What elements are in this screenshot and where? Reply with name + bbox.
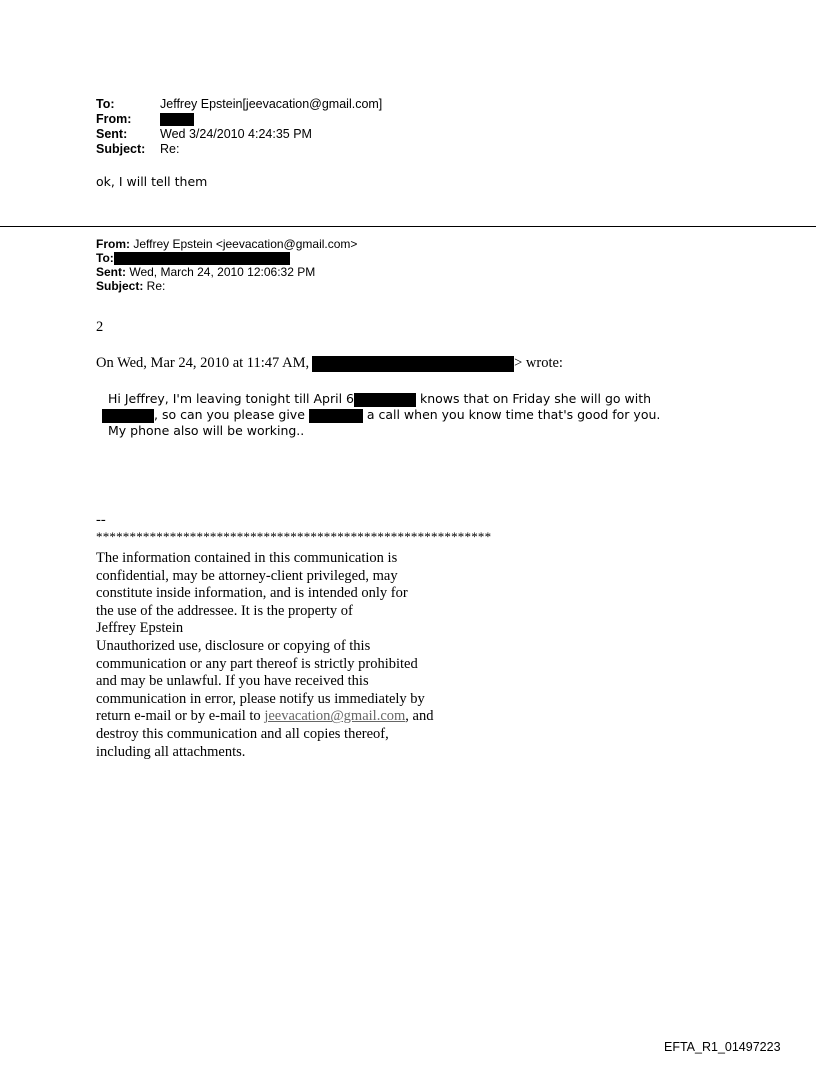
disclaimer-line bbox=[96, 708, 516, 726]
from-label: From: bbox=[96, 112, 132, 126]
quoted-from-label: From: bbox=[96, 237, 130, 251]
disclaimer-line: communication or any part thereof is strictly prohibited bbox=[96, 655, 418, 672]
header-from-row bbox=[96, 112, 194, 127]
header-to-row bbox=[96, 97, 382, 112]
disclaimer-line: the use of the addressee. It is the property of bbox=[96, 602, 353, 619]
quoted-message bbox=[108, 391, 660, 439]
quoted-sent-row bbox=[96, 265, 315, 279]
on-wrote-prefix: On Wed, Mar 24, 2010 at 11:47 AM, bbox=[96, 355, 310, 371]
redaction-block bbox=[160, 113, 194, 126]
quote-line-1 bbox=[108, 391, 660, 407]
reply-body: ok, I will tell them bbox=[96, 174, 208, 189]
quoted-from-row bbox=[96, 237, 357, 251]
quoted-sent-label: Sent: bbox=[96, 265, 126, 279]
sent-value: Wed 3/24/2010 4:24:35 PM bbox=[160, 127, 312, 141]
redaction-block bbox=[114, 252, 290, 265]
to-value: Jeffrey Epstein[jeevacation@gmail.com] bbox=[160, 97, 383, 111]
header-subject-row bbox=[96, 142, 179, 157]
disclaimer-text: return e-mail or by e-mail to bbox=[96, 708, 265, 725]
header-sent-row bbox=[96, 127, 312, 142]
quoted-from-value: Jeffrey Epstein <jeevacation@gmail.com> bbox=[130, 237, 358, 251]
disclaimer-text: , and bbox=[405, 708, 434, 725]
quoted-subject-row bbox=[96, 279, 165, 293]
document-id: EFTA_R1_01497223 bbox=[664, 1040, 781, 1054]
disclaimer-line: constitute inside information, and is intended only for bbox=[96, 585, 408, 602]
sent-label: Sent: bbox=[96, 127, 128, 141]
disclaimer-line: confidential, may be attorney-client privileged, may bbox=[96, 567, 398, 584]
email-link[interactable]: jeevacation@gmail.com bbox=[264, 708, 406, 725]
quoted-sent-value: Wed, March 24, 2010 12:06:32 PM bbox=[126, 265, 316, 279]
on-wrote-suffix: > wrote: bbox=[514, 355, 563, 371]
redaction-block bbox=[102, 409, 154, 423]
redaction-block bbox=[312, 356, 514, 372]
quoted-to-label: To: bbox=[96, 251, 114, 265]
disclaimer-line: The information contained in this communication is bbox=[96, 550, 398, 566]
to-label: To: bbox=[96, 97, 115, 111]
signature-stars: *********************************************************** bbox=[96, 529, 492, 544]
on-wrote-line bbox=[96, 355, 563, 372]
disclaimer-line: communication in error, please notify us immediately by bbox=[96, 690, 425, 707]
quoted-reply: 2 bbox=[96, 319, 104, 335]
quote-text: knows that on Friday she will go with bbox=[416, 391, 652, 406]
quoted-to-row bbox=[96, 251, 290, 265]
quote-line-2 bbox=[102, 407, 660, 423]
disclaimer-line: including all attachments. bbox=[96, 743, 246, 760]
subject-value: Re: bbox=[160, 142, 180, 156]
quote-text: , so can you please give bbox=[154, 407, 309, 422]
redaction-block bbox=[354, 393, 416, 407]
signature-dashes: -- bbox=[96, 512, 106, 528]
confidentiality-disclaimer bbox=[96, 550, 516, 761]
disclaimer-line: Unauthorized use, disclosure or copying of this bbox=[96, 637, 371, 654]
divider-line bbox=[0, 226, 816, 227]
quoted-subject-label: Subject: bbox=[96, 279, 144, 293]
redaction-block bbox=[309, 409, 363, 423]
disclaimer-line: and may be unlawful. If you have received this bbox=[96, 673, 369, 690]
quote-text: Hi Jeffrey, I'm leaving tonight till April 6 bbox=[108, 391, 354, 406]
disclaimer-line: Jeffrey Epstein bbox=[96, 620, 184, 637]
disclaimer-line: destroy this communication and all copies thereof, bbox=[96, 725, 389, 742]
subject-label: Subject: bbox=[96, 142, 146, 156]
quote-line-3: My phone also will be working.. bbox=[108, 423, 305, 438]
quoted-subject-value: Re: bbox=[143, 279, 166, 293]
quote-text: a call when you know time that's good for you. bbox=[362, 407, 661, 422]
